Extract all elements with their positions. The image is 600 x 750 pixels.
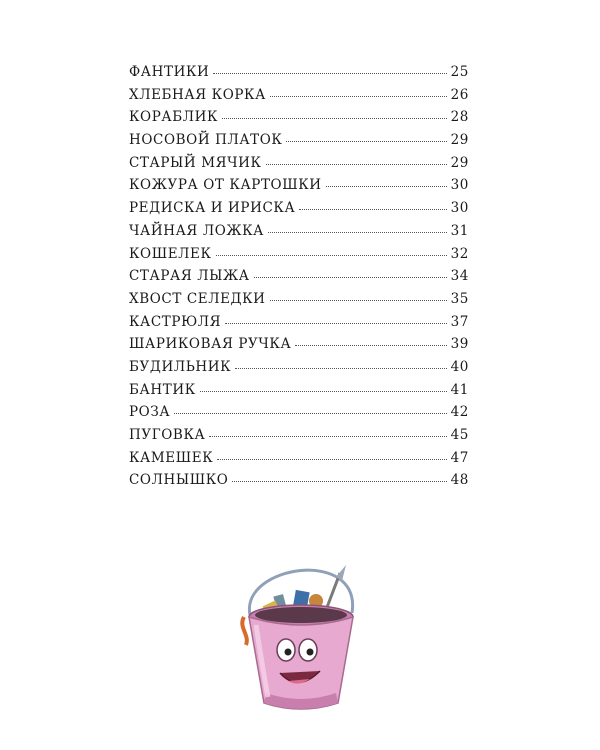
toc-entry[interactable] [129,177,469,200]
toc-entry-title: ХВОСТ СЕЛЕДКИ [129,290,266,307]
toc-entry-title: ХЛЕБНАЯ КОРКА [129,86,266,103]
toc-entry[interactable] [129,200,469,223]
toc-entry-title: КОЖУРА ОТ КАРТОШКИ [129,177,322,194]
toc-entry-page: 30 [450,200,469,217]
toc-dot-leader [232,481,446,482]
toc-entry-page: 31 [450,222,469,239]
toc-entry-page: 42 [450,404,469,421]
table-of-contents [129,64,469,495]
toc-entry-page: 45 [450,427,469,443]
toc-dot-leader [174,413,446,414]
smiling-pink-bucket-icon [236,555,366,715]
toc-entry-page: 32 [450,245,469,262]
toc-entry-title: КАСТРЮЛЯ [129,313,222,330]
toc-entry-page: 25 [450,64,469,80]
toc-entry-page: 48 [450,472,469,489]
toc-entry[interactable] [129,450,469,473]
toc-dot-leader [222,118,447,119]
toc-dot-leader [286,141,446,142]
toc-entry[interactable] [129,472,469,495]
toc-entry[interactable] [129,155,469,178]
toc-entry[interactable] [129,246,469,269]
toc-dot-leader [209,436,446,437]
toc-dot-leader [235,368,446,369]
toc-entry[interactable] [129,359,469,382]
toc-entry-page: 29 [450,132,469,149]
toc-entry-title: БУДИЛЬНИК [129,358,232,375]
toc-entry[interactable] [129,223,469,246]
toc-entry-title: СОЛНЫШКО [129,472,229,489]
toc-dot-leader [299,209,446,210]
toc-entry-title: НОСОВОЙ ПЛАТОК [129,132,283,149]
toc-entry-title: КОШЕЛЕК [129,245,212,262]
toc-entry[interactable] [129,268,469,291]
toc-entry-title: КОРАБЛИК [129,109,219,126]
toc-entry[interactable] [129,382,469,405]
toc-entry-page: 37 [450,313,469,330]
toc-entry[interactable] [129,427,469,450]
toc-entry[interactable] [129,314,469,337]
toc-entry-page: 39 [450,336,469,353]
toc-entry-title: БАНТИК [129,381,196,398]
toc-entry-page: 47 [450,449,469,466]
toc-dot-leader [326,186,447,187]
toc-entry-title: РОЗА [129,404,171,421]
toc-dot-leader [268,232,447,233]
toc-entry-page: 26 [450,86,469,103]
toc-entry-title: ПУГОВКА [129,427,206,443]
toc-entry-title: СТАРАЯ ЛЫЖА [129,268,250,285]
toc-dot-leader [217,459,446,460]
toc-dot-leader [270,96,447,97]
toc-entry[interactable] [129,404,469,427]
toc-entry-page: 41 [450,381,469,398]
toc-dot-leader [200,391,447,392]
toc-dot-leader [266,164,447,165]
toc-entry-page: 30 [450,177,469,194]
toc-entry-title: ШАРИКОВАЯ РУЧКА [129,336,292,353]
toc-entry[interactable] [129,87,469,110]
toc-entry-page: 40 [450,358,469,375]
toc-entry-page: 29 [450,154,469,171]
toc-dot-leader [216,255,447,256]
toc-entry[interactable] [129,336,469,359]
toc-entry-page: 34 [450,268,469,285]
toc-entry-title: ЧАЙНАЯ ЛОЖКА [129,222,264,239]
toc-entry[interactable] [129,132,469,155]
toc-entry[interactable] [129,109,469,132]
toc-entry-title: СТАРЫЙ МЯЧИК [129,154,262,171]
toc-entry[interactable] [129,291,469,314]
toc-dot-leader [270,300,447,301]
toc-entry-page: 35 [450,290,469,307]
toc-dot-leader [213,73,446,74]
toc-entry-title: ФАНТИКИ [129,64,210,80]
toc-dot-leader [295,345,446,346]
toc-entry[interactable] [129,64,469,87]
toc-dot-leader [225,323,446,324]
toc-entry-title: КАМЕШЕК [129,449,214,466]
toc-entry-title: РЕДИСКА И ИРИСКА [129,200,296,217]
toc-dot-leader [254,277,447,278]
toc-entry-page: 28 [450,109,469,126]
